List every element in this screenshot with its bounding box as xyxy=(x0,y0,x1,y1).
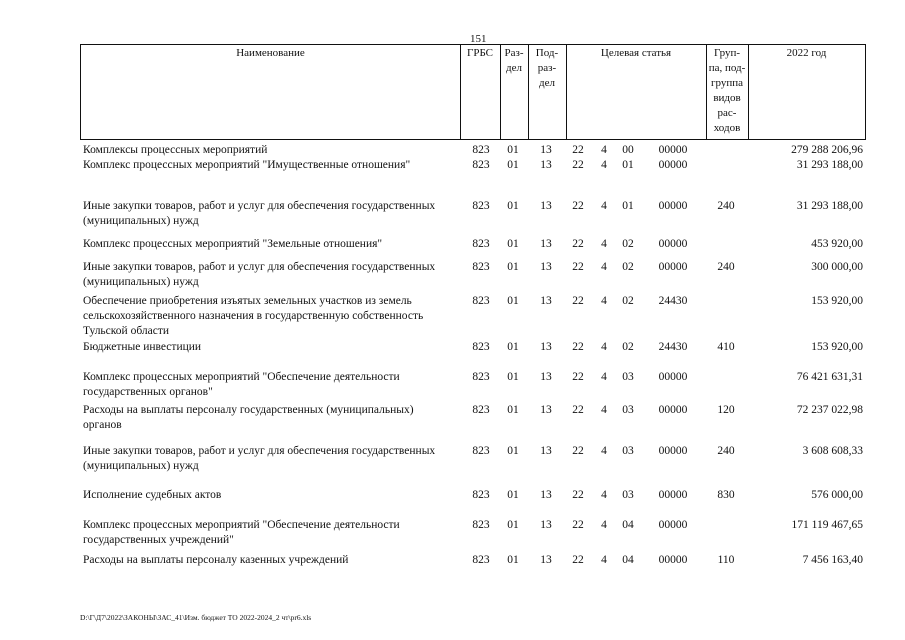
row-t1: 22 xyxy=(572,554,584,566)
row-vr: 240 xyxy=(717,261,735,273)
row-pr: 13 xyxy=(540,159,552,171)
header-group-line: Груп- xyxy=(713,47,741,59)
row-t2: 4 xyxy=(601,144,607,156)
row-grbs: 823 xyxy=(472,295,490,307)
row-name: Исполнение судебных актов xyxy=(83,489,222,501)
row-amount: 453 920,00 xyxy=(811,238,863,250)
row-t4: 00000 xyxy=(658,159,688,171)
row-pr: 13 xyxy=(540,261,552,273)
header-group-line: рас- xyxy=(717,107,737,119)
header-podrazdel xyxy=(528,46,566,140)
row-pr: 13 xyxy=(540,489,552,501)
row-rz: 01 xyxy=(507,554,519,566)
row-t3: 01 xyxy=(622,200,634,212)
row-grbs: 823 xyxy=(472,445,490,457)
row-t2: 4 xyxy=(601,159,607,171)
row-name: Обеспечение приобретения изъятых земельных участков из земель сельскохозяйственного назначения в государственную собственность Тульской области xyxy=(83,295,424,337)
row-pr: 13 xyxy=(540,200,552,212)
page-number: 151 xyxy=(470,33,487,45)
row-t3: 01 xyxy=(622,159,634,171)
row-amount: 300 000,00 xyxy=(811,261,863,273)
row-grbs: 823 xyxy=(472,261,490,273)
row-name: Расходы на выплаты персоналу государственных (муниципальных) органов xyxy=(83,404,414,431)
row-t3: 02 xyxy=(622,295,634,307)
row-t1: 22 xyxy=(572,200,584,212)
row-amount: 153 920,00 xyxy=(811,295,863,307)
header-razdel xyxy=(500,46,528,140)
row-vr: 110 xyxy=(717,554,735,566)
row-t3: 00 xyxy=(622,144,634,156)
header-group xyxy=(706,46,748,140)
row-rz: 01 xyxy=(507,371,519,383)
row-t4: 00000 xyxy=(658,238,688,250)
row-t4: 24430 xyxy=(658,341,688,353)
row-pr: 13 xyxy=(540,238,552,250)
row-t4: 00000 xyxy=(658,554,688,566)
header-group-line: группа xyxy=(710,77,744,89)
row-name: Комплекс процессных мероприятий "Обеспечение деятельности государственных органов" xyxy=(83,371,400,398)
row-amount: 7 456 163,40 xyxy=(802,554,863,566)
row-t4: 00000 xyxy=(658,445,688,457)
header-razdel-line: Раз- xyxy=(504,47,524,59)
row-t1: 22 xyxy=(572,445,584,457)
row-amount: 31 293 188,00 xyxy=(796,159,863,171)
row-t2: 4 xyxy=(601,295,607,307)
row-pr: 13 xyxy=(540,144,552,156)
row-rz: 01 xyxy=(507,489,519,501)
row-t3: 03 xyxy=(622,404,634,416)
footer-file-path: D:\Г\Д7\2022\ЗАКОНЫ\ЗАС_41\Изм. бюджет ТО 2022-2024_2 чт\pr6.xls xyxy=(80,613,312,622)
row-t3: 02 xyxy=(622,238,634,250)
row-t4: 00000 xyxy=(658,261,688,273)
header-podrazdel-line: Под- xyxy=(535,47,559,59)
header-group-line: видов xyxy=(713,92,741,104)
row-pr: 13 xyxy=(540,554,552,566)
row-amount: 3 608 608,33 xyxy=(802,445,863,457)
row-amount: 576 000,00 xyxy=(811,489,863,501)
header-razdel-line: дел xyxy=(506,62,522,74)
row-grbs: 823 xyxy=(472,554,490,566)
row-t2: 4 xyxy=(601,371,607,383)
row-t1: 22 xyxy=(572,341,584,353)
row-t1: 22 xyxy=(572,238,584,250)
row-rz: 01 xyxy=(507,404,519,416)
row-rz: 01 xyxy=(507,159,519,171)
row-amount: 72 237 022,98 xyxy=(796,404,863,416)
row-t2: 4 xyxy=(601,519,607,531)
row-t4: 00000 xyxy=(658,371,688,383)
row-t2: 4 xyxy=(601,489,607,501)
row-rz: 01 xyxy=(507,200,519,212)
row-t2: 4 xyxy=(601,261,607,273)
row-t1: 22 xyxy=(572,489,584,501)
row-name: Иные закупки товаров, работ и услуг для обеспечения государственных (муниципальных) нужд xyxy=(83,261,436,288)
row-t3: 03 xyxy=(622,371,634,383)
row-t4: 00000 xyxy=(658,200,688,212)
row-name: Комплекс процессных мероприятий "Земельные отношения" xyxy=(83,238,383,250)
row-grbs: 823 xyxy=(472,404,490,416)
row-t1: 22 xyxy=(572,519,584,531)
row-t1: 22 xyxy=(572,144,584,156)
row-name: Иные закупки товаров, работ и услуг для обеспечения государственных (муниципальных) нужд xyxy=(83,445,436,472)
header-grbs: ГРБС xyxy=(466,47,494,59)
row-t2: 4 xyxy=(601,238,607,250)
row-amount: 76 421 631,31 xyxy=(796,371,863,383)
row-pr: 13 xyxy=(540,404,552,416)
header-group-line: па, под- xyxy=(708,62,746,74)
row-t3: 04 xyxy=(622,554,634,566)
row-t4: 24430 xyxy=(658,295,688,307)
row-t3: 02 xyxy=(622,341,634,353)
row-t3: 03 xyxy=(622,489,634,501)
row-rz: 01 xyxy=(507,445,519,457)
table-header xyxy=(80,44,866,140)
row-grbs: 823 xyxy=(472,489,490,501)
row-t4: 00000 xyxy=(658,519,688,531)
row-name: Комплекс процессных мероприятий "Обеспечение деятельности государственных учреждений" xyxy=(83,519,400,546)
row-t3: 03 xyxy=(622,445,634,457)
row-t2: 4 xyxy=(601,554,607,566)
row-vr: 240 xyxy=(717,200,735,212)
row-amount: 279 288 206,96 xyxy=(791,144,863,156)
row-name: Комплексы процессных мероприятий xyxy=(83,144,268,156)
row-t4: 00000 xyxy=(658,404,688,416)
row-name: Иные закупки товаров, работ и услуг для обеспечения государственных (муниципальных) нужд xyxy=(83,200,436,227)
row-name: Расходы на выплаты персоналу казенных учреждений xyxy=(83,554,349,566)
row-amount: 31 293 188,00 xyxy=(796,200,863,212)
row-t4: 00000 xyxy=(658,489,688,501)
row-t1: 22 xyxy=(572,371,584,383)
row-grbs: 823 xyxy=(472,371,490,383)
header-year: 2022 год xyxy=(786,47,827,59)
row-t1: 22 xyxy=(572,295,584,307)
row-rz: 01 xyxy=(507,238,519,250)
row-t2: 4 xyxy=(601,445,607,457)
row-t2: 4 xyxy=(601,200,607,212)
row-pr: 13 xyxy=(540,371,552,383)
row-rz: 01 xyxy=(507,144,519,156)
row-grbs: 823 xyxy=(472,200,490,212)
row-name: Комплекс процессных мероприятий "Имущественные отношения" xyxy=(83,159,411,171)
header-podrazdel-line: дел xyxy=(539,77,555,89)
row-t2: 4 xyxy=(601,404,607,416)
row-pr: 13 xyxy=(540,445,552,457)
row-grbs: 823 xyxy=(472,159,490,171)
row-t3: 02 xyxy=(622,261,634,273)
row-grbs: 823 xyxy=(472,144,490,156)
row-grbs: 823 xyxy=(472,238,490,250)
header-target: Целевая статья xyxy=(600,47,672,59)
row-vr: 830 xyxy=(717,489,735,501)
row-grbs: 823 xyxy=(472,519,490,531)
row-name: Бюджетные инвестиции xyxy=(83,341,202,353)
row-grbs: 823 xyxy=(472,341,490,353)
row-amount: 171 119 467,65 xyxy=(791,519,863,531)
header-podrazdel-line: раз- xyxy=(537,62,557,74)
row-t1: 22 xyxy=(572,404,584,416)
row-t1: 22 xyxy=(572,261,584,273)
row-t3: 04 xyxy=(622,519,634,531)
row-vr: 120 xyxy=(717,404,735,416)
row-rz: 01 xyxy=(507,261,519,273)
row-t1: 22 xyxy=(572,159,584,171)
row-pr: 13 xyxy=(540,295,552,307)
row-vr: 410 xyxy=(717,341,735,353)
header-name: Наименование xyxy=(236,47,305,59)
header-group-line: ходов xyxy=(713,122,741,134)
row-t4: 00000 xyxy=(658,144,688,156)
row-rz: 01 xyxy=(507,295,519,307)
row-vr: 240 xyxy=(717,445,735,457)
row-t2: 4 xyxy=(601,341,607,353)
row-amount: 153 920,00 xyxy=(811,341,863,353)
row-pr: 13 xyxy=(540,519,552,531)
row-rz: 01 xyxy=(507,519,519,531)
row-rz: 01 xyxy=(507,341,519,353)
row-pr: 13 xyxy=(540,341,552,353)
